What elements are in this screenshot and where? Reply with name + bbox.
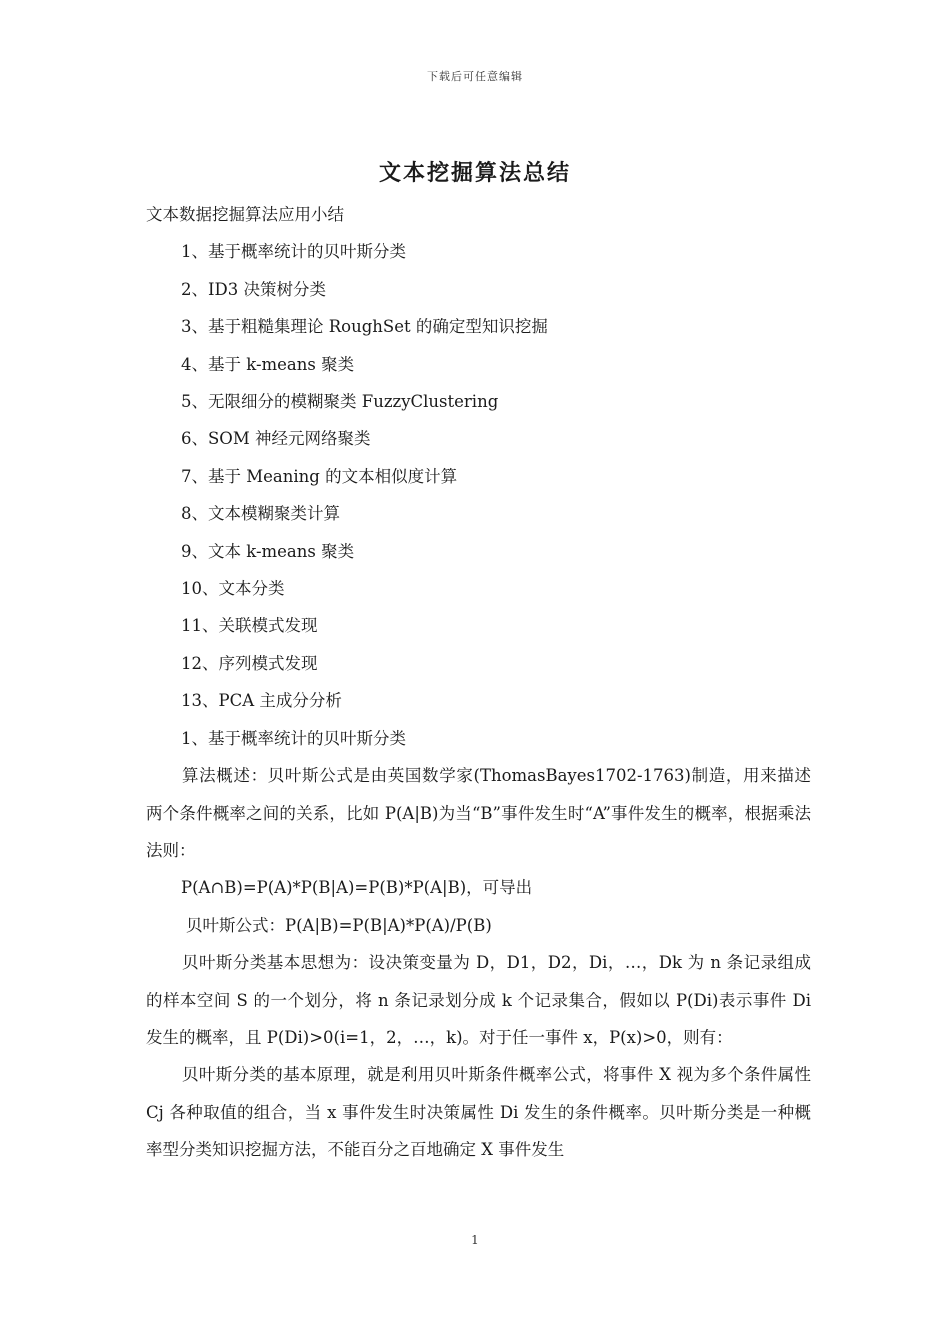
toc-item: 12、序列模式发现 <box>181 653 318 673</box>
toc-item: 13、PCA 主成分分析 <box>181 691 342 711</box>
toc-item: 10、文本分类 <box>181 579 285 599</box>
section-heading: 1、基于概率统计的贝叶斯分类 <box>181 728 406 748</box>
document-subtitle: 文本数据挖掘算法应用小结 <box>146 205 344 224</box>
toc-item: 11、关联模式发现 <box>181 616 318 636</box>
paragraph-basic-idea: 贝叶斯分类基本思想为：设决策变量为 D，D1，D2，Di，…，Dk 为 n 条记录组成的样本空间 S 的一个划分，将 n 条记录划分成 k 个记录集合，假如以 P(Di)表示事件 Di 发生的概率，且 P(Di)>0(i=1，2，…，k)。对于任一事件 x，P(x)>0，则有： <box>146 953 811 1047</box>
toc-item: 6、SOM 神经元网络聚类 <box>181 429 371 449</box>
paragraph-basic-principle: 贝叶斯分类的基本原理，就是利用贝叶斯条件概率公式，将事件 X 视为多个条件属性 Cj 各种取值的组合，当 x 事件发生时决策属性 Di 发生的条件概率。贝叶斯分类是一种概率型分类知识挖掘方法，不能百分之百地确定 X 事件发生 <box>146 1065 811 1160</box>
page-header-watermark: 下载后可任意编辑 <box>427 70 523 83</box>
formula-bayes: 贝叶斯公式：P(A|B)=P(B|A)*P(A)/P(B) <box>186 915 492 935</box>
page-number: 1 <box>471 1233 479 1247</box>
toc-item: 1、基于概率统计的贝叶斯分类 <box>181 242 406 262</box>
document-body <box>146 196 811 1169</box>
toc-item: 4、基于 k-means 聚类 <box>181 354 355 374</box>
toc-item: 9、文本 k-means 聚类 <box>181 541 355 561</box>
toc-item: 3、基于粗糙集理论 RoughSet 的确定型知识挖掘 <box>181 317 548 337</box>
toc-item: 2、ID3 决策树分类 <box>181 279 326 299</box>
toc-item: 7、基于 Meaning 的文本相似度计算 <box>181 466 458 486</box>
toc-item: 5、无限细分的模糊聚类 FuzzyClustering <box>181 392 499 412</box>
document-title: 文本挖掘算法总结 <box>378 160 571 186</box>
paragraph-overview: 算法概述：贝叶斯公式是由英国数学家(ThomasBayes1702-1763)制造，用来描述两个条件概率之间的关系，比如 P(A|B)为当“B”事件发生时“A”事件发生的概率，根据乘法法则： <box>146 766 811 860</box>
formula-multiplication-rule: P(A∩B)=P(A)*P(B|A)=P(B)*P(A|B)，可导出 <box>181 878 533 898</box>
toc-item: 8、文本模糊聚类计算 <box>181 504 340 524</box>
